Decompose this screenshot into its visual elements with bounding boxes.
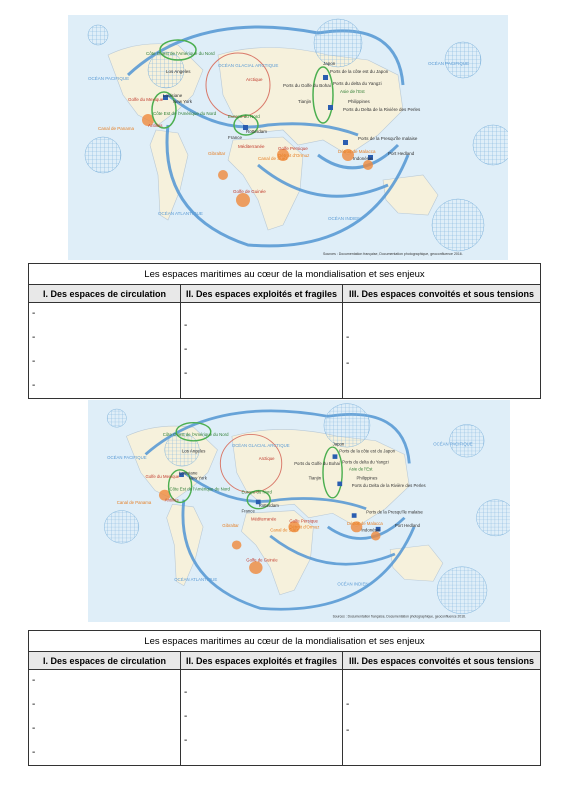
- answer-cell-circulation[interactable]: [29, 303, 181, 399]
- bullet-dash: -: [32, 675, 36, 686]
- label-ports-perles: Ports du Delta de la Rivière des Perles: [351, 483, 426, 488]
- bullet-dash: -: [32, 380, 36, 391]
- col-header-circulation: I. Des espaces de circulation: [29, 285, 181, 303]
- label-source: Sources : Documentation française, Documentation photographique, geoconfluence 2016.: [323, 252, 463, 256]
- label-pacific-right: OCÉAN PACIFIQUE: [428, 61, 470, 66]
- label-louisiane: Louisiane: [179, 470, 198, 476]
- label-rotterdam: Rotterdam: [258, 503, 279, 508]
- answer-cell-tensions[interactable]: [343, 670, 541, 766]
- answer-cell-circulation[interactable]: [29, 670, 181, 766]
- bullet-dash: -: [184, 344, 188, 355]
- label-japon: Japon: [323, 61, 336, 66]
- label-ports-malaise: Ports de la Presqu'île malaise: [366, 509, 423, 515]
- label-louisiane: Louisiane: [163, 93, 183, 98]
- label-france: France: [228, 135, 243, 140]
- col-header-tensions: III. Des espaces convoités et sous tensions: [343, 285, 541, 303]
- bullet-dash: -: [346, 332, 350, 343]
- label-ormuz: Détroit d'Ormuz: [289, 524, 320, 530]
- label-new-york: New York: [173, 99, 193, 104]
- label-ports-malaise: Ports de la Presqu'île malaise: [358, 136, 418, 141]
- label-europe-nord: Europe du Nord: [228, 114, 260, 119]
- label-gibraltar: Gibraltar: [222, 522, 239, 528]
- label-source: Sources : Documentation française, Documentation photographique, geoconfluence 2016.: [332, 614, 466, 619]
- label-canal-panama: Canal de Panama: [116, 500, 152, 506]
- label-asie-est: Asie de l'Est: [340, 89, 365, 94]
- world-map-2: [88, 400, 510, 622]
- worksheet-table-1: [28, 263, 541, 399]
- label-rotterdam: Rotterdam: [246, 129, 268, 134]
- label-ports-bohai: Ports du Golfe du Bohai: [294, 461, 340, 467]
- table-title: Les espaces maritimes au cœur de la mondialisation et ses enjeux: [29, 631, 541, 652]
- label-ormuz: Détroit d'Ormuz: [278, 153, 310, 158]
- bullet-dash: -: [184, 320, 188, 331]
- label-europe-nord: Europe du Nord: [241, 489, 272, 495]
- label-japon: Japon: [332, 441, 345, 447]
- label-ports-japon: Ports de la côte est du Japon: [330, 69, 389, 74]
- bullet-dash: -: [346, 358, 350, 369]
- label-golfe-guinee: Golfe de Guinée: [233, 189, 266, 194]
- bullet-dash: -: [32, 332, 36, 343]
- label-golfe-mexique: Golfe du Mexique: [128, 97, 164, 102]
- worksheet-table-2: [28, 630, 541, 766]
- label-east-coast: Côte Est de l'Amérique du Nord: [169, 486, 230, 492]
- label-pacific-right: OCÉAN PACIFIQUE: [433, 441, 473, 447]
- label-atlantic: OCÉAN ATLANTIQUE: [174, 577, 218, 583]
- map-svg-1: [68, 15, 508, 260]
- label-tianjin: Tianjin: [308, 475, 322, 481]
- label-golfe-persique: Golfe Persique: [278, 146, 308, 151]
- col-header-exploited: II. Des espaces exploités et fragiles: [181, 285, 343, 303]
- label-golfe-guinee: Golfe de Guinée: [246, 557, 278, 563]
- label-ports-perles: Ports du Delta de la Rivière des Perles: [343, 107, 421, 112]
- label-port-hedland: Port Hedland: [388, 151, 415, 156]
- label-golfe-mexique: Golfe du Mexique: [145, 474, 180, 479]
- label-los-angeles: Los Angeles: [166, 69, 191, 74]
- table-title: Les espaces maritimes au cœur de la mondialisation et ses enjeux: [29, 264, 541, 285]
- world-map-1: [68, 15, 508, 260]
- bullet-dash: -: [184, 687, 188, 698]
- label-golfe-persique: Golfe Persique: [289, 518, 318, 524]
- label-asie-est: Asie de l'Est: [348, 466, 373, 472]
- bullet-dash: -: [32, 723, 36, 734]
- label-arctique: Arctique: [258, 455, 275, 461]
- bullet-dash: -: [32, 747, 36, 758]
- label-ports-yangzi: Ports du delta du Yangzi: [342, 459, 389, 465]
- label-tianjin: Tianjin: [298, 99, 312, 104]
- bullet-dash: -: [184, 368, 188, 379]
- label-indian: OCÉAN INDIEN: [337, 581, 369, 587]
- label-gibraltar: Gibraltar: [208, 151, 226, 156]
- label-atlantic: OCÉAN ATLANTIQUE: [158, 211, 203, 216]
- bullet-dash: -: [32, 308, 36, 319]
- label-malacca: Détroit de Malacca: [338, 149, 376, 154]
- label-los-angeles: Los Angeles: [181, 448, 206, 454]
- answer-cell-exploited[interactable]: [181, 670, 343, 766]
- answer-cell-tensions[interactable]: [343, 303, 541, 399]
- label-pacific-left: OCÉAN PACIFIQUE: [88, 76, 130, 81]
- bullet-dash: -: [32, 356, 36, 367]
- label-arctic: OCÉAN GLACIAL ARCTIQUE: [231, 443, 290, 449]
- label-malacca: Détroit de Malacca: [346, 521, 383, 527]
- bullet-dash: -: [346, 725, 350, 736]
- label-philippines: Philippines: [356, 475, 378, 481]
- bullet-dash: -: [32, 699, 36, 710]
- label-canal-panama: Canal de Panama: [98, 126, 135, 131]
- label-east-coast: Côte Est de l'Amérique du Nord: [153, 111, 217, 116]
- label-mediterranee: Méditerranée: [238, 144, 265, 149]
- col-header-exploited: II. Des espaces exploités et fragiles: [181, 652, 343, 670]
- label-antilles: Antilles: [148, 123, 163, 128]
- label-indonesie: Indonésie: [361, 527, 381, 533]
- label-canal-suez: Canal de Suez: [270, 527, 299, 533]
- answer-cell-exploited[interactable]: [181, 303, 343, 399]
- label-arctique: Arctique: [246, 77, 263, 82]
- label-canal-suez: Canal de Suez: [258, 156, 288, 161]
- label-philippines: Philippines: [348, 99, 370, 104]
- col-header-tensions: III. Des espaces convoités et sous tensions: [343, 652, 541, 670]
- label-indian: OCÉAN INDIEN: [328, 216, 361, 221]
- label-pacific-left: OCÉAN PACIFIQUE: [107, 455, 147, 460]
- label-mediterranee: Méditerranée: [251, 516, 277, 522]
- label-antilles: Antilles: [164, 497, 179, 503]
- bullet-dash: -: [346, 699, 350, 710]
- label-ports-bohai: Ports du Golfe du Bohai: [283, 83, 331, 88]
- label-ports-yangzi: Ports du delta du Yangzi: [333, 81, 382, 86]
- label-port-hedland: Port Hedland: [394, 522, 421, 528]
- label-arctic: OCÉAN GLACIAL ARCTIQUE: [218, 63, 279, 68]
- col-header-circulation: I. Des espaces de circulation: [29, 652, 181, 670]
- label-ports-japon: Ports de la côte est du Japon: [339, 448, 396, 454]
- label-france: France: [241, 508, 255, 514]
- bullet-dash: -: [184, 711, 188, 722]
- label-west-coast: Côte Ouest de l'Amérique du Nord: [162, 432, 229, 438]
- label-indonesie: Indonésie: [353, 156, 373, 161]
- label-new-york: New York: [188, 475, 207, 481]
- label-west-coast: Côte Ouest de l'Amérique du Nord: [146, 51, 215, 56]
- bullet-dash: -: [184, 735, 188, 746]
- map-svg-2: [88, 400, 510, 622]
